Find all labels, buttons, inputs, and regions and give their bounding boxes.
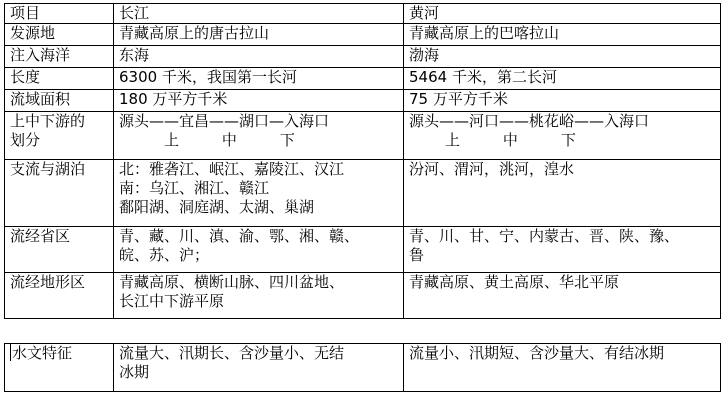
yangtze-lakes: 鄱阳湖、洞庭湖、太湖、巢湖 <box>119 198 315 216</box>
yangtze-cell <box>114 227 404 273</box>
yangtze-provinces-line: 青、藏、川、滇、渝、鄂、湘、赣、 <box>119 227 360 245</box>
table-row-provinces <box>5 227 721 273</box>
yangtze-cell <box>114 344 404 392</box>
yangtze-cell: 青藏高原上的唐古拉山 <box>114 24 404 46</box>
yangtze-cell <box>114 273 404 319</box>
yangtze-hydrology-line: 冰期 <box>119 363 150 381</box>
yellow-river-cell: 青藏高原上的巴喀拉山 <box>404 24 721 46</box>
yellow-river-sections: 上 中 下 <box>445 131 576 149</box>
table-row-hydrology <box>5 344 721 392</box>
yellow-river-cell <box>404 112 721 160</box>
yangtze-terrain-line: 青藏高原、横断山脉、四川盆地、 <box>119 273 345 291</box>
row-label: 支流与湖泊 <box>5 160 114 227</box>
row-label: 注入海洋 <box>5 46 114 68</box>
yangtze-hydrology-line: 流量大、汛期长、含沙量小、无结 <box>119 344 345 362</box>
yellow-river-provinces-line: 青、川、甘、宁、内蒙古、晋、陕、豫、 <box>409 227 680 245</box>
table-header-row <box>5 4 721 24</box>
hydrology-table <box>4 343 721 392</box>
row-label <box>5 112 114 160</box>
table-row-tributaries <box>5 160 721 227</box>
yangtze-cell: 6300 千米，我国第一长河 <box>114 68 404 90</box>
yellow-river-cell: 青藏高原、黄土高原、华北平原 <box>404 273 721 319</box>
yangtze-cell: 180 万平方千米 <box>114 90 404 112</box>
yangtze-cell <box>114 160 404 227</box>
row-label[interactable] <box>5 344 114 392</box>
yangtze-north-tributaries: 北：雅砻江、岷江、嘉陵江、汉江 <box>119 160 345 178</box>
row-label: 流域面积 <box>5 90 114 112</box>
header-yellow-river: 黄河 <box>404 4 721 24</box>
yellow-river-cell: 渤海 <box>404 46 721 68</box>
table-row-terrain <box>5 273 721 319</box>
table-row <box>5 90 721 112</box>
text-cursor <box>10 344 11 361</box>
hydrology-label: 水文特征 <box>12 344 73 362</box>
yellow-river-cell: 流量小、汛期短、含沙量大、有结冰期 <box>404 344 721 392</box>
yangtze-provinces-line: 皖、苏、沪； <box>119 246 210 264</box>
header-item: 项目 <box>5 4 114 24</box>
table-row <box>5 46 721 68</box>
header-yangtze: 长江 <box>114 4 404 24</box>
yangtze-terrain-line: 长江中下游平原 <box>119 292 225 310</box>
row-label-line: 上中下游的 <box>10 112 86 130</box>
row-label: 长度 <box>5 68 114 90</box>
row-label-line: 划分 <box>10 131 41 149</box>
yellow-river-cell <box>404 227 721 273</box>
row-label: 流经地形区 <box>5 273 114 319</box>
table-row <box>5 24 721 46</box>
yellow-river-cell: 汾河、渭河，洮河，湟水 <box>404 160 721 227</box>
table-row <box>5 68 721 90</box>
yangtze-cell: 东海 <box>114 46 404 68</box>
row-label: 发源地 <box>5 24 114 46</box>
yellow-river-cell: 5464 千米，第二长河 <box>404 68 721 90</box>
yangtze-route: 源头——宜昌——湖口—入海口 <box>119 112 330 130</box>
yellow-river-route: 源头——河口——桃花峪——入海口 <box>409 112 650 130</box>
yellow-river-cell: 75 万平方千米 <box>404 90 721 112</box>
row-label: 流经省区 <box>5 227 114 273</box>
river-comparison-table <box>4 3 721 319</box>
yangtze-cell <box>114 112 404 160</box>
table-row-division <box>5 112 721 160</box>
yangtze-sections: 上 中 下 <box>164 131 295 149</box>
yangtze-south-tributaries: 南：乌江、湘江、赣江 <box>119 179 270 197</box>
yellow-river-provinces-line: 鲁 <box>409 246 425 264</box>
